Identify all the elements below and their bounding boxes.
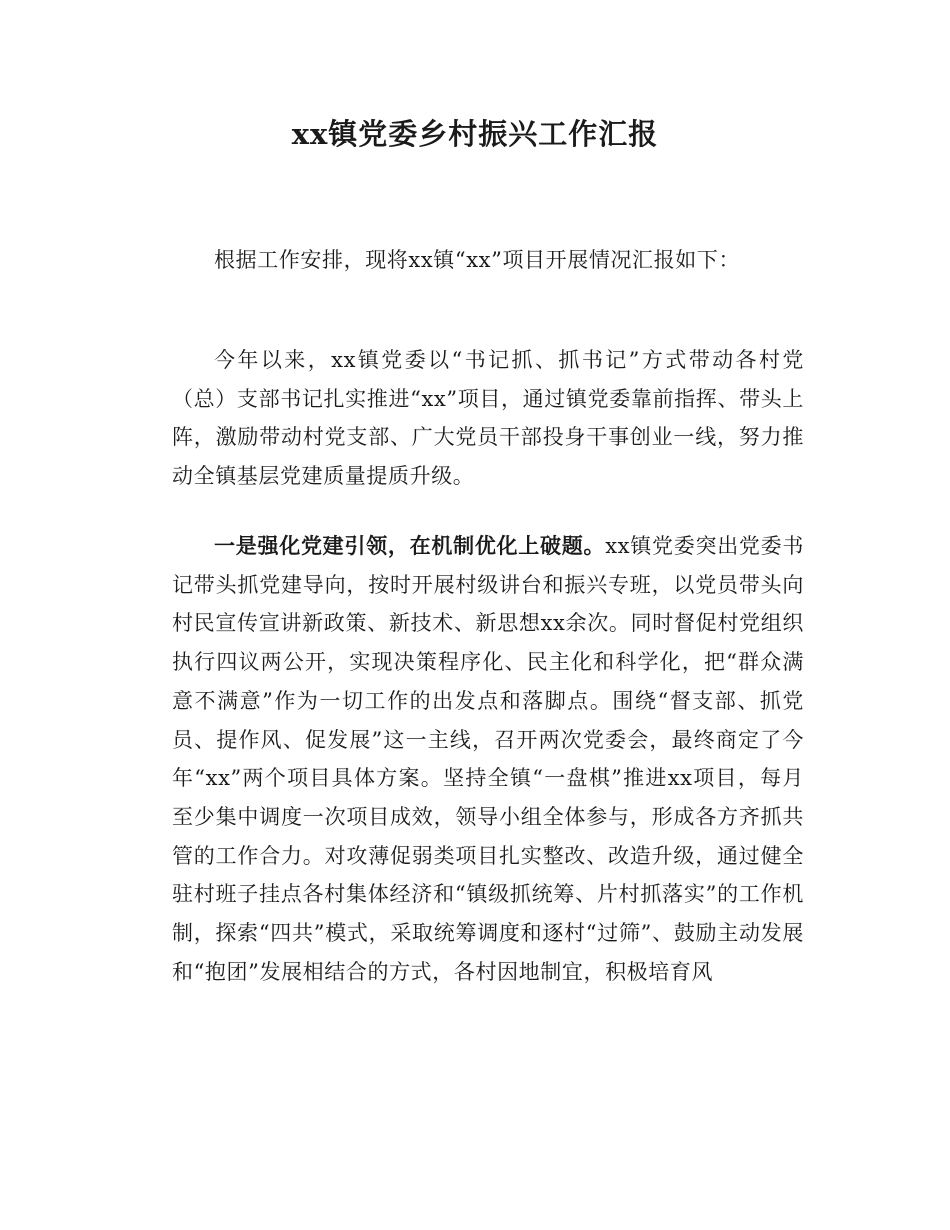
paragraph-point-one	[172, 527, 804, 991]
document-title: xx镇党委乡村振兴工作汇报	[291, 117, 659, 151]
paragraph-point-one-body	[172, 527, 804, 991]
paragraph-point-one-text: xx镇党委突出党委书记带头抓党建导向，按时开展村级讲台和振兴专班，以党员带头向村民宣传宣讲新政策、新技术、新思想xx余次。同时督促村党组织执行四议两公开，实现决策程序化、民主化和科学化，把“群众满意不满意”作为一切工作的出发点和落脚点。围绕“督支部、抓党员、提作风、促发展”这一主线，召开两次党委会，最终商定了今年“xx”两个项目具体方案。坚持全镇“一盘棋”推进xx项目，每月至少集中调度一次项目成效，领导小组全体参与，形成各方齐抓共管的工作合力。对攻薄促弱类项目扎实整改、改造升级，通过健全驻村班子挂点各村集体经济和“镇级抓统筹、片村抓落实”的工作机制，探索“四共”模式，采取统筹调度和逐村“过筛”、鼓励主动发展和“抱团”发展相结合的方式，各村因地制宜，积极培育风	[172, 534, 804, 984]
paragraph-point-one-lead: 一是强化党建引领，在机制优化上破题。	[214, 534, 606, 558]
paragraph-overview	[172, 341, 804, 496]
paragraph-overview-text: 今年以来，xx镇党委以“书记抓、抓书记”方式带动各村党（总）支部书记扎实推进“xx”项目，通过镇党委靠前指挥、带头上阵，激励带动村党支部、广大党员干部投身干事创业一线，努力推动全镇基层党建质量提质升级。	[172, 348, 804, 489]
paragraph-intro-text: 根据工作安排，现将xx镇“xx”项目开展情况汇报如下：	[214, 248, 741, 272]
paragraph-intro	[172, 241, 804, 280]
